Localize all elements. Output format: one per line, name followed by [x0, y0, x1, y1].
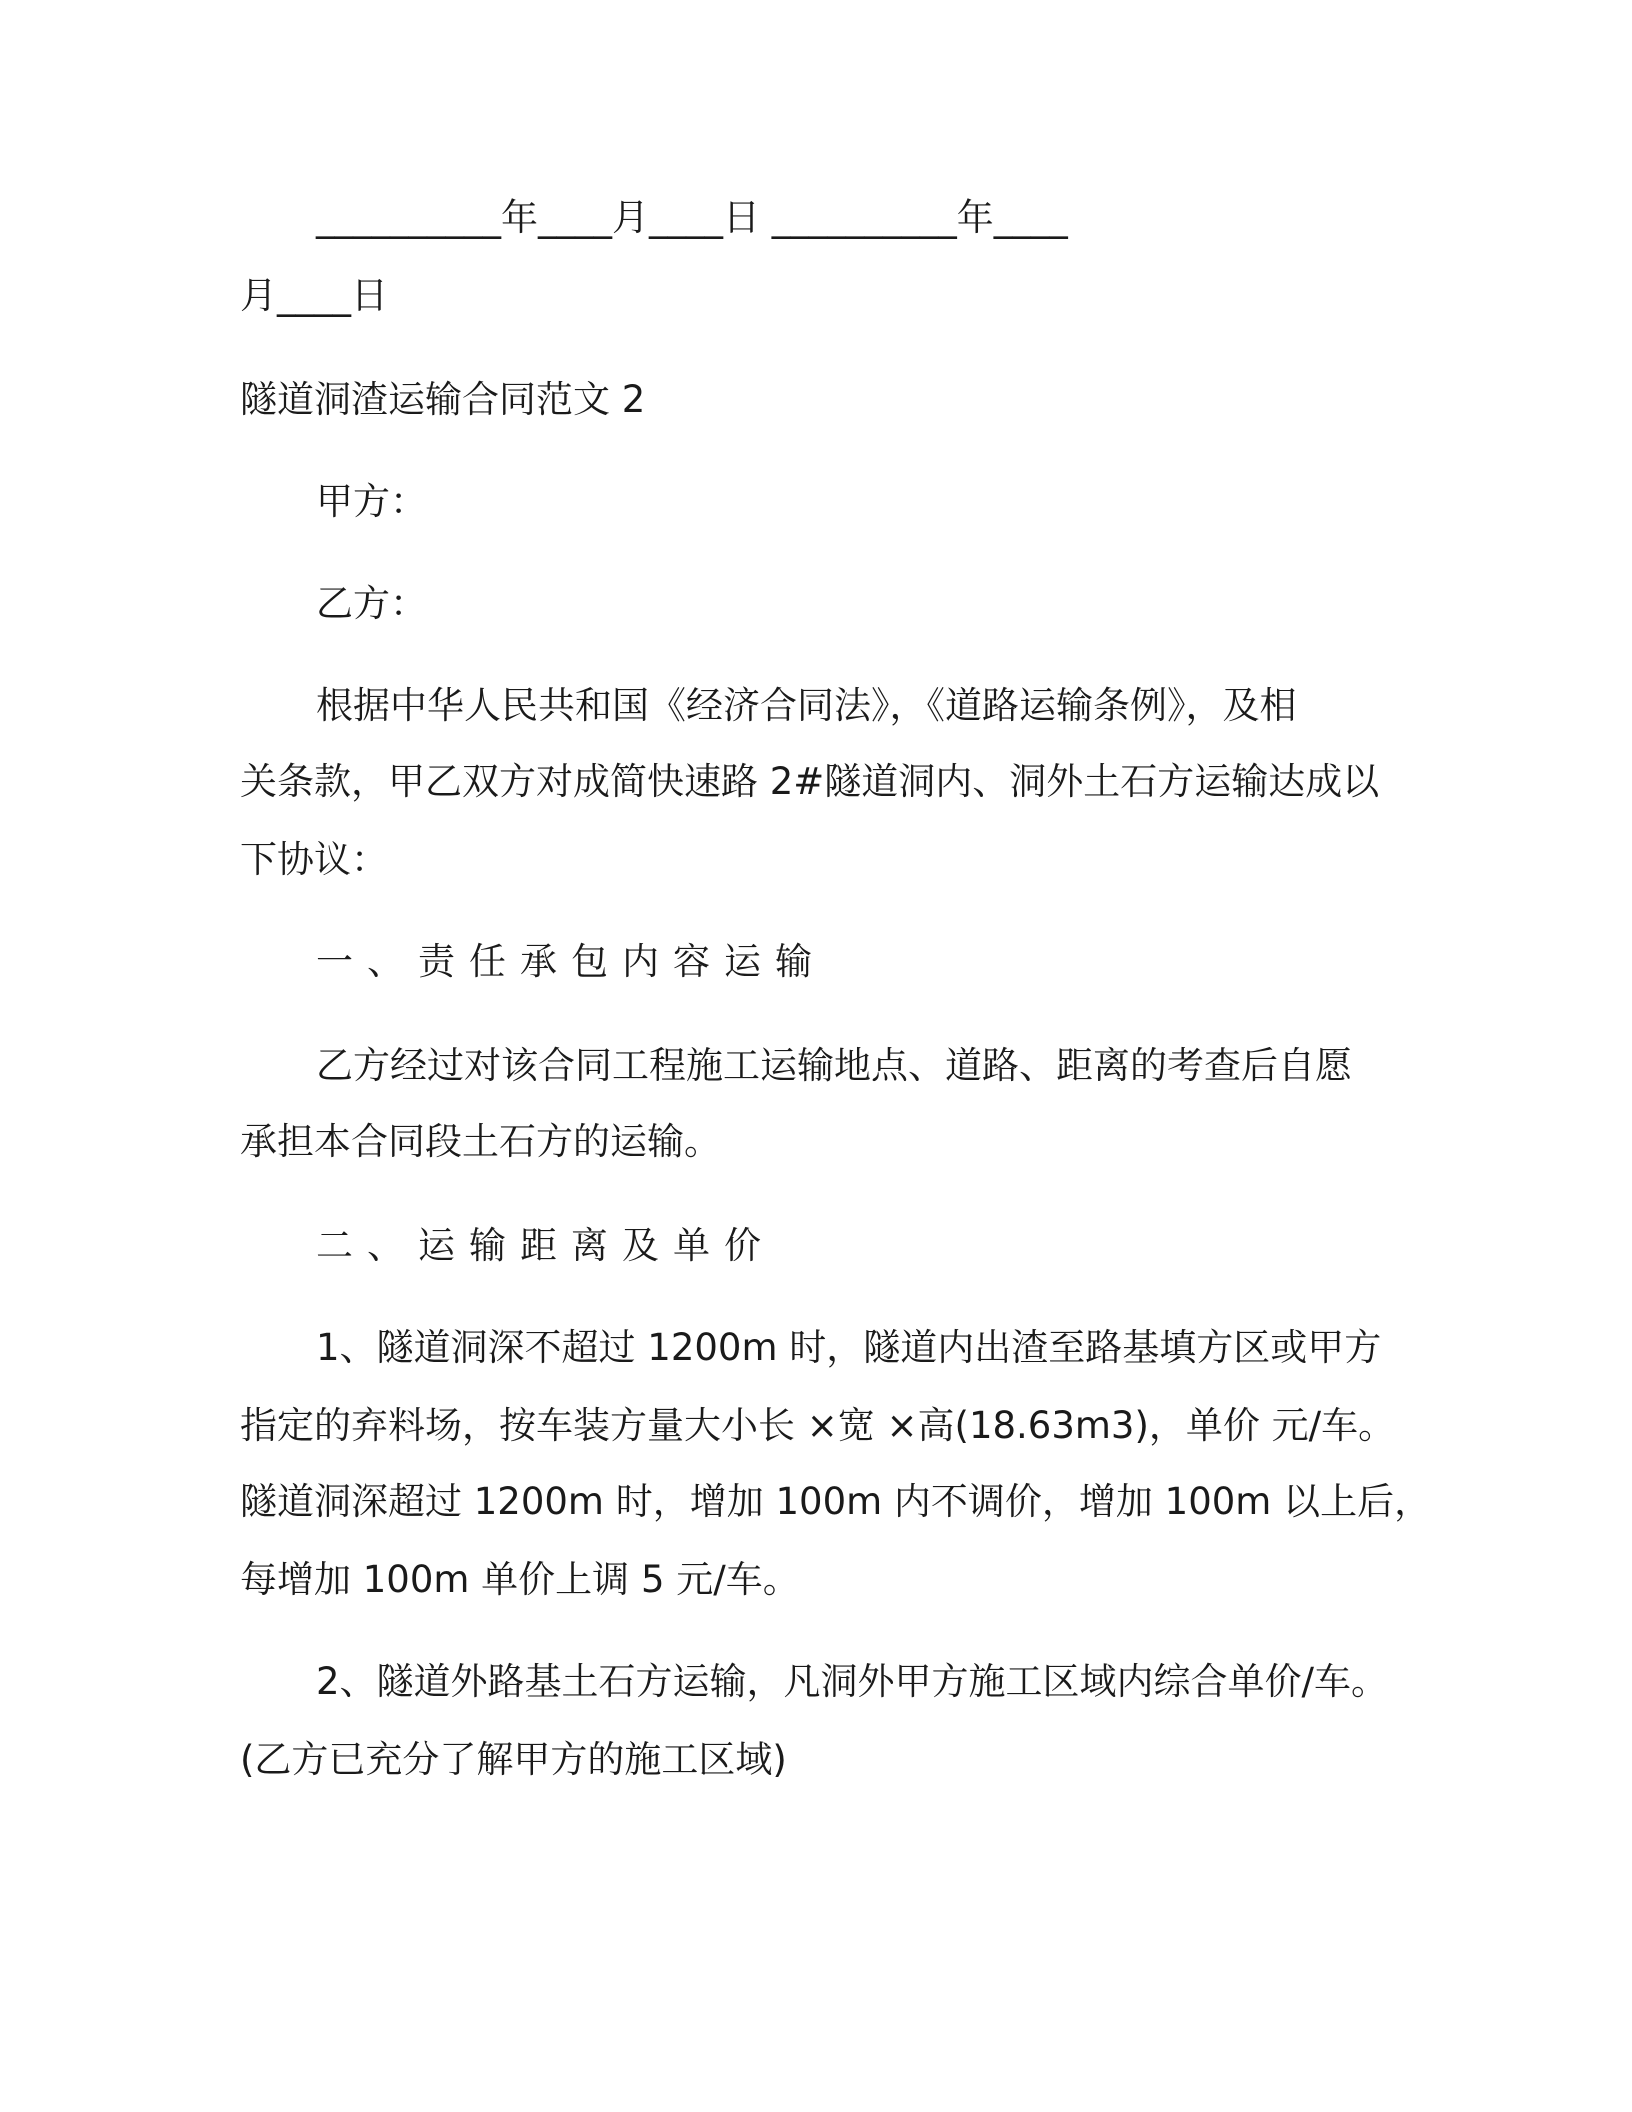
date-line-2: 月____日 [240, 274, 388, 317]
item-2-line-2: (乙方已充分了解甲方的施工区域) [240, 1738, 787, 1781]
section-2-heading: 二、运输距离及单价 [316, 1224, 775, 1267]
item-1-line-4: 每增加 100m 单价上调 5 元/车。 [240, 1558, 800, 1601]
section-1-line-1: 乙方经过对该合同工程施工运输地点、道路、距离的考查后自愿 [316, 1044, 1352, 1087]
party-a-label: 甲方： [316, 480, 427, 523]
section-1-line-2: 承担本合同段土石方的运输。 [240, 1120, 721, 1163]
intro-line-3: 下协议： [240, 838, 388, 881]
item-1-line-2: 指定的弃料场，按车装方量大小长 ×宽 ×高(18.63m3)，单价 元/车。 [240, 1404, 1396, 1447]
item-1-line-3: 隧道洞深超过 1200m 时，增加 100m 内不调价，增加 100m 以上后， [240, 1480, 1432, 1523]
item-1-line-1: 1、隧道洞深不超过 1200m 时，隧道内出渣至路基填方区或甲方 [316, 1326, 1382, 1369]
date-line-1: __________年____月____日 __________年____ [316, 196, 1068, 239]
party-b-label: 乙方： [316, 582, 427, 625]
intro-line-1: 根据中华人民共和国《经济合同法》，《道路运输条例》，及相 [316, 684, 1297, 727]
item-2-line-1: 2、隧道外路基土石方运输，凡洞外甲方施工区域内综合单价/车。 [316, 1660, 1389, 1703]
document-title: 隧道洞渣运输合同范文 2 [240, 378, 646, 421]
intro-line-2: 关条款，甲乙双方对成简快速路 2#隧道洞内、洞外土石方运输达成以 [240, 760, 1380, 803]
section-1-heading: 一、责任承包内容运输 [316, 940, 826, 983]
